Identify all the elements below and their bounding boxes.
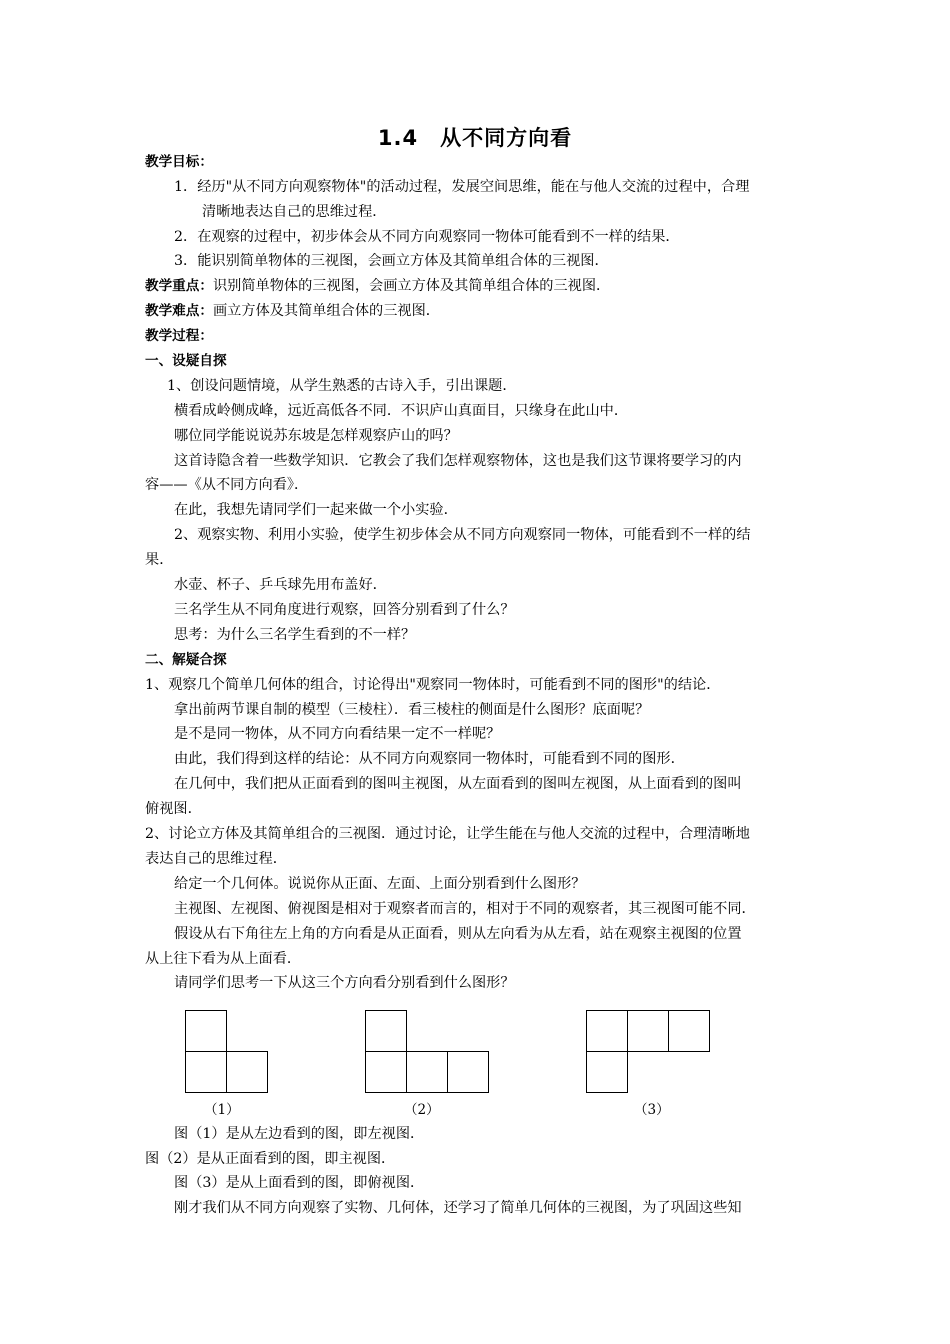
figure-square xyxy=(447,1051,489,1093)
figure-square xyxy=(668,1010,710,1052)
teaching-difficulty-label: 教学难点： xyxy=(145,303,213,319)
section2-line: 拿出前两节课自制的模型（三棱柱）．看三棱柱的侧面是什么图形？底面呢？ xyxy=(174,702,650,718)
section2-line: 俯视图． xyxy=(145,801,202,817)
figure-square xyxy=(365,1051,407,1093)
section2-line: 在几何中，我们把从正面看到的图叫主视图，从左面看到的图叫左视图，从上面看到的图叫 xyxy=(174,776,742,792)
figure-2-caption: （2） xyxy=(404,1102,440,1118)
figure-square xyxy=(586,1051,628,1093)
section1-line: 2、观察实物、利用小实验，使学生初步体会从不同方向观察同一物体，可能看到不一样的结 xyxy=(174,527,751,543)
figure-explanation: 刚才我们从不同方向观察了实物、几何体，还学习了简单几何体的三视图，为了巩固这些知 xyxy=(174,1200,742,1216)
section1-line: 容——《从不同方向看》． xyxy=(145,477,309,493)
figure-3-caption: （3） xyxy=(634,1102,670,1118)
section1-line: 果． xyxy=(145,552,174,568)
section2-line: 给定一个几何体。说说你从正面、左面、上面分别看到什么图形？ xyxy=(174,876,586,892)
section1-line: 在此，我想先请同学们一起来做一个小实验． xyxy=(174,502,458,518)
section2-line: 1、观察几个简单几何体的组合，讨论得出"观察同一物体时，可能看到不同的图形"的结论． xyxy=(145,677,721,693)
objectives-heading: 教学目标： xyxy=(145,154,213,170)
section1-line: 横看成岭侧成峰，远近高低各不同．不识庐山真面目，只缘身在此山中． xyxy=(174,403,629,419)
figure-1-caption: （1） xyxy=(204,1102,240,1118)
section1-line: 哪位同学能说说苏东坡是怎样观察庐山的吗？ xyxy=(174,428,458,444)
section2-line: 2、讨论立方体及其简单组合的三视图．通过讨论，让学生能在与他人交流的过程中，合理清晰地 xyxy=(145,826,750,842)
process-heading: 教学过程： xyxy=(145,328,213,344)
section2-line: 由此，我们得到这样的结论：从不同方向观察同一物体时，可能看到不同的图形． xyxy=(174,751,685,767)
objective-1-line-2: 清晰地表达自己的思维过程． xyxy=(202,204,387,220)
objective-3: 3．能识别简单物体的三视图，会画立方体及其简单组合体的三视图． xyxy=(174,253,609,269)
figure-square xyxy=(627,1010,669,1052)
section2-line: 是不是同一物体，从不同方向看结果一定不一样呢？ xyxy=(174,726,501,742)
objective-2: 2．在观察的过程中，初步体会从不同方向观察同一物体可能看到不一样的结果． xyxy=(174,229,680,245)
section2-line: 假设从右下角往左上角的方向看是从正面看，则从左向看为从左看，站在观察主视图的位置 xyxy=(174,926,742,942)
section2-line: 主视图、左视图、俯视图是相对于观察者而言的，相对于不同的观察者，其三视图可能不同． xyxy=(174,901,756,917)
teaching-focus xyxy=(145,276,610,296)
figure-square xyxy=(586,1010,628,1052)
figure-square xyxy=(226,1051,268,1093)
page-title: 1.4 从不同方向看 xyxy=(377,126,573,150)
teaching-focus-label: 教学重点： xyxy=(145,278,213,294)
section1-line: 1、创设问题情境，从学生熟悉的古诗入手，引出课题． xyxy=(167,378,517,394)
teaching-focus-text: 识别简单物体的三视图，会画立方体及其简单组合体的三视图． xyxy=(212,278,611,294)
section2-line: 表达自己的思维过程． xyxy=(145,851,287,867)
figure-square xyxy=(365,1010,407,1052)
figure-explanation: 图（2）是从正面看到的图，即主视图． xyxy=(145,1151,396,1167)
teaching-difficulty xyxy=(145,301,440,321)
figure-explanation: 图（1）是从左边看到的图，即左视图． xyxy=(174,1126,425,1142)
section1-line: 三名学生从不同角度进行观察，回答分别看到了什么？ xyxy=(174,602,515,618)
section1-line: 思考：为什么三名学生看到的不一样？ xyxy=(174,627,416,643)
figure-square xyxy=(185,1051,227,1093)
section2-line: 请同学们思考一下从这三个方向看分别看到什么图形？ xyxy=(174,975,515,991)
section2-line: 从上往下看为从上面看． xyxy=(145,951,302,967)
figure-explanation: 图（3）是从上面看到的图，即俯视图． xyxy=(174,1175,425,1191)
objective-1-line-1: 1．经历"从不同方向观察物体"的活动过程，发展空间思维，能在与他人交流的过程中，合理 xyxy=(174,179,750,195)
section1-line: 水壶、杯子、乒乓球先用布盖好． xyxy=(174,577,387,593)
section1-heading: 一、设疑自探 xyxy=(145,353,227,369)
teaching-difficulty-text: 画立方体及其简单组合体的三视图． xyxy=(212,303,440,319)
section2-heading: 二、解疑合探 xyxy=(145,652,227,668)
figure-square xyxy=(185,1010,227,1052)
figure-square xyxy=(406,1051,448,1093)
section1-line: 这首诗隐含着一些数学知识．它教会了我们怎样观察物体，这也是我们这节课将要学习的内 xyxy=(174,453,742,469)
